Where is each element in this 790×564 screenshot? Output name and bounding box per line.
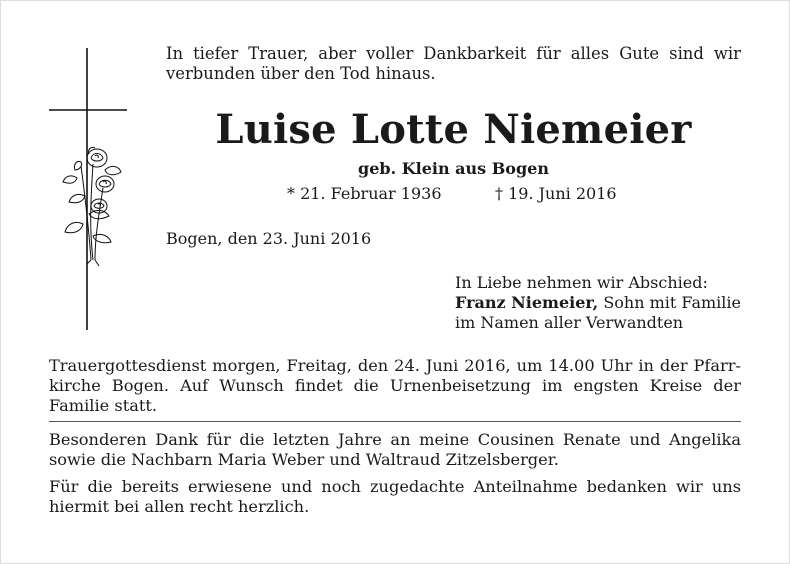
condolence-thanks-text: Für die bereits erwiesene und noch zugedachte Anteilnahme bedanken wir uns hiermit bei allen recht herzlich. (49, 477, 741, 516)
mourner-line (455, 293, 755, 313)
farewell-line: In Liebe nehmen wir Abschied: (455, 273, 708, 292)
deceased-name: Luise Lotte Niemeier (215, 106, 692, 153)
relatives-line: im Namen aller Verwandten (455, 313, 684, 332)
place-and-date: Bogen, den 23. Juni 2016 (166, 229, 372, 248)
birth-date: * 21. Februar 1936 (287, 184, 442, 203)
maiden-name: geb. Klein aus Bogen (358, 159, 549, 178)
death-date: † 19. Juni 2016 (495, 184, 617, 203)
special-thanks-text: Besonderen Dank für die letzten Jahre an meine Cousinen Renate und Angelika sowie die Nachbarn Maria Weber und Waltraud Zitzelsberger. (49, 430, 741, 469)
intro-text: In tiefer Trauer, aber voller Dankbarkeit für alles Gute sind wir verbunden über den Tod hinaus. (166, 44, 741, 83)
mourner-relation: Sohn mit Familie (598, 293, 741, 312)
cross-with-roses-icon (45, 46, 135, 332)
mourner-name: Franz Niemeier, (455, 293, 599, 312)
funeral-service-text: Trauergottesdienst morgen, Freitag, den 24. Juni 2016, um 14.00 Uhr in der Pfarrkirche Bogen. Auf Wunsch findet die Urnenbeisetzung im engsten Kreise der Familie statt. (49, 356, 741, 415)
family-signature (455, 273, 755, 333)
divider (49, 421, 741, 422)
